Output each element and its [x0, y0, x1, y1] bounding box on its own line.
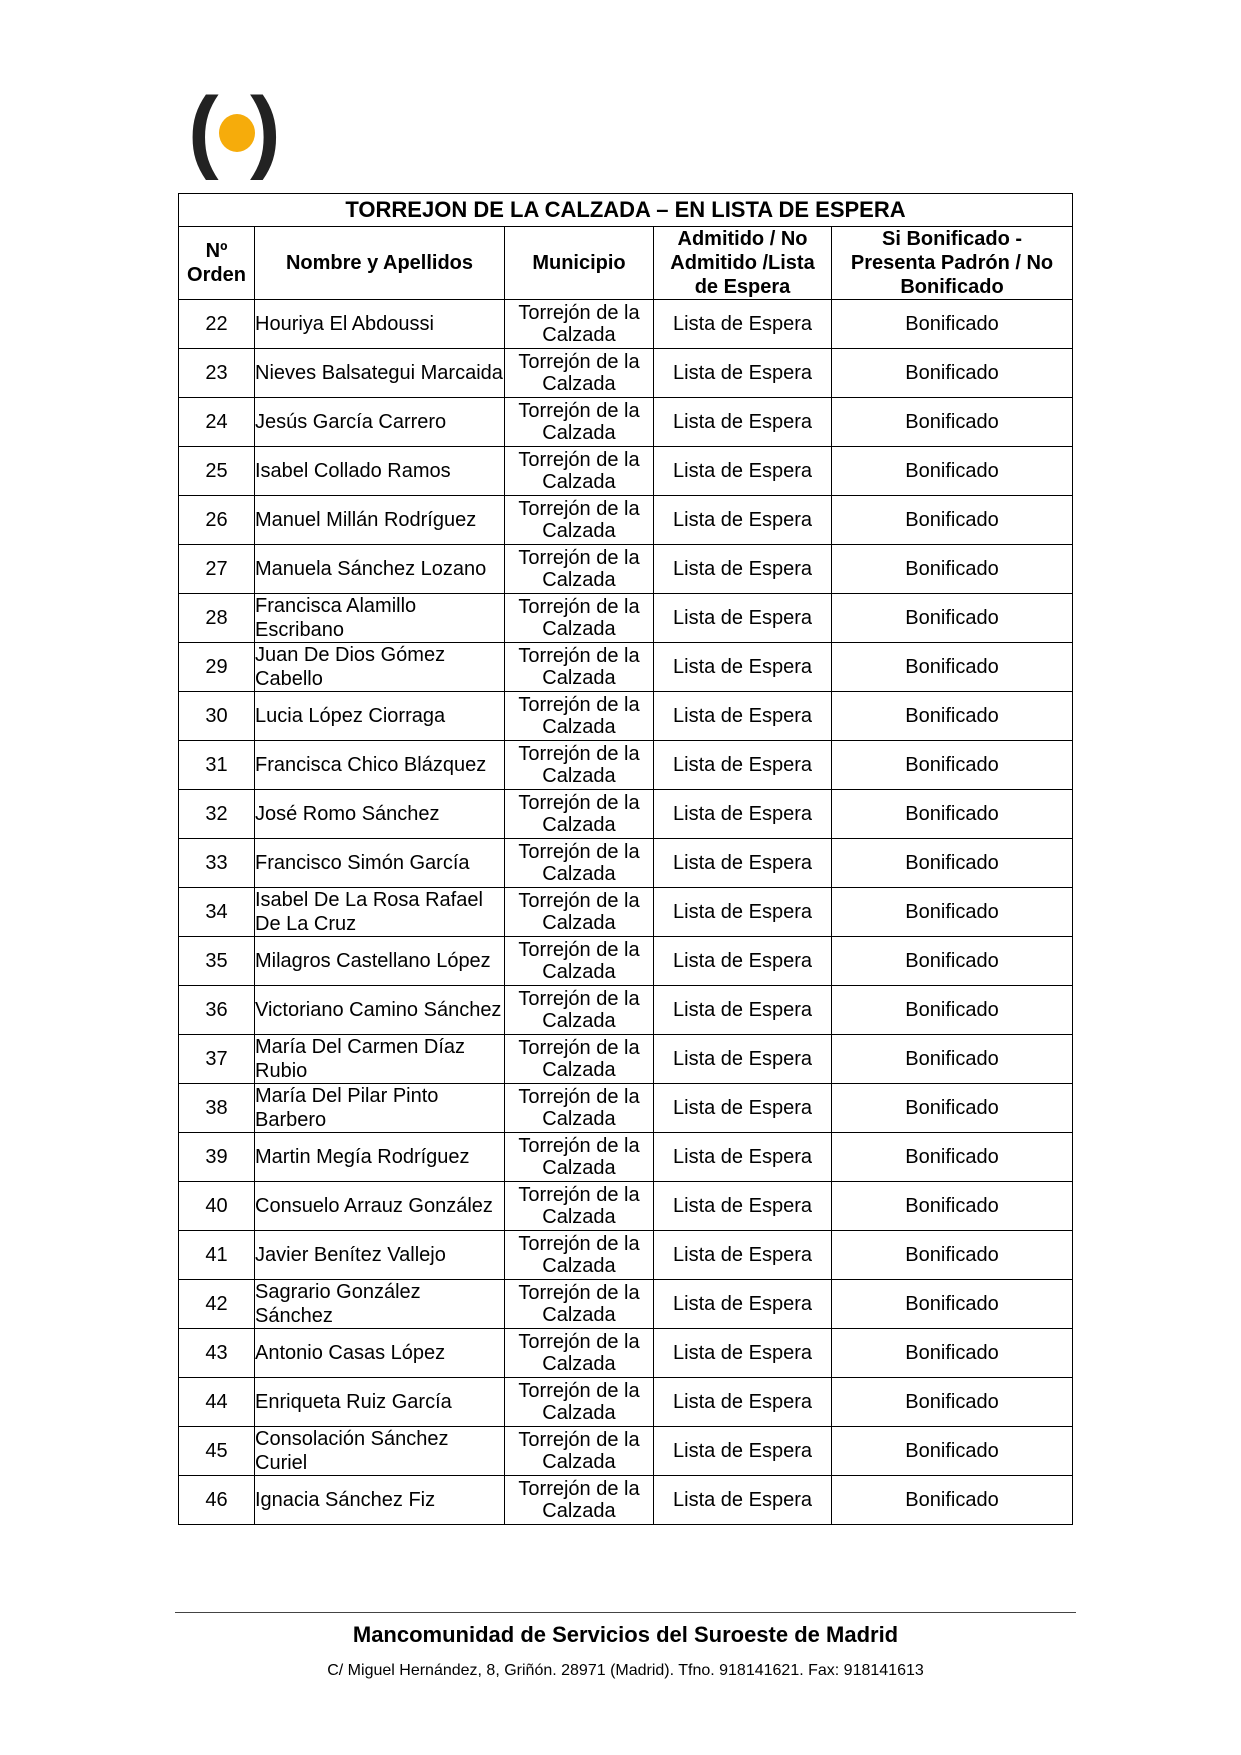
row-number: 38: [179, 1084, 255, 1133]
row-number: 23: [179, 349, 255, 398]
row-municipio: Torrejón de la Calzada: [505, 1084, 654, 1133]
table-row: [179, 1280, 1073, 1329]
row-municipio: Torrejón de la Calzada: [505, 594, 654, 643]
row-bonificado: Bonificado: [832, 1133, 1073, 1182]
table-row: [179, 545, 1073, 594]
row-name: Consuelo Arrauz González: [255, 1182, 505, 1231]
row-name: Manuela Sánchez Lozano: [255, 545, 505, 594]
row-bonificado: Bonificado: [832, 643, 1073, 692]
row-bonificado: Bonificado: [832, 300, 1073, 349]
row-bonificado: Bonificado: [832, 447, 1073, 496]
table-row: [179, 1035, 1073, 1084]
row-municipio: Torrejón de la Calzada: [505, 888, 654, 937]
footer-title: Mancomunidad de Servicios del Suroeste de Madrid: [352, 1622, 899, 1647]
row-name: Ignacia Sánchez Fiz: [255, 1476, 505, 1525]
row-bonificado: Bonificado: [832, 349, 1073, 398]
row-name: Francisca Chico Blázquez: [255, 741, 505, 790]
row-status: Lista de Espera: [654, 447, 832, 496]
table-row: [179, 300, 1073, 349]
table-row: [179, 1476, 1073, 1525]
row-number: 33: [179, 839, 255, 888]
row-status: Lista de Espera: [654, 986, 832, 1035]
row-municipio: Torrejón de la Calzada: [505, 1280, 654, 1329]
row-status: Lista de Espera: [654, 1231, 832, 1280]
row-municipio: Torrejón de la Calzada: [505, 692, 654, 741]
row-bonificado: Bonificado: [832, 1378, 1073, 1427]
table-row: [179, 1329, 1073, 1378]
row-municipio: Torrejón de la Calzada: [505, 1427, 654, 1476]
row-bonificado: Bonificado: [832, 790, 1073, 839]
row-municipio: Torrejón de la Calzada: [505, 1231, 654, 1280]
table-row: [179, 1378, 1073, 1427]
row-municipio: Torrejón de la Calzada: [505, 545, 654, 594]
footer-divider: [175, 1612, 1076, 1613]
row-name: Enriqueta Ruiz García: [255, 1378, 505, 1427]
row-municipio: Torrejón de la Calzada: [505, 496, 654, 545]
row-name: María Del Pilar Pinto Barbero: [255, 1084, 505, 1133]
row-name: Jesús García Carrero: [255, 398, 505, 447]
row-municipio: Torrejón de la Calzada: [505, 643, 654, 692]
row-municipio: Torrejón de la Calzada: [505, 1329, 654, 1378]
radio-waves-dot-logo: [188, 79, 282, 182]
table-row: [179, 496, 1073, 545]
row-name: Isabel Collado Ramos: [255, 447, 505, 496]
row-number: 44: [179, 1378, 255, 1427]
row-status: Lista de Espera: [654, 741, 832, 790]
row-bonificado: Bonificado: [832, 888, 1073, 937]
row-municipio: Torrejón de la Calzada: [505, 1035, 654, 1084]
row-name: María Del Carmen Díaz Rubio: [255, 1035, 505, 1084]
row-bonificado: Bonificado: [832, 692, 1073, 741]
header-nombre: Nombre y Apellidos: [255, 227, 505, 300]
row-status: Lista de Espera: [654, 1133, 832, 1182]
row-municipio: Torrejón de la Calzada: [505, 349, 654, 398]
row-name: Martin Megía Rodríguez: [255, 1133, 505, 1182]
row-number: 40: [179, 1182, 255, 1231]
logo-right-paren: ): [250, 79, 281, 181]
row-bonificado: Bonificado: [832, 594, 1073, 643]
header-municipio: Municipio: [505, 227, 654, 300]
row-name: Manuel Millán Rodríguez: [255, 496, 505, 545]
table-row: [179, 692, 1073, 741]
row-number: 34: [179, 888, 255, 937]
row-bonificado: Bonificado: [832, 496, 1073, 545]
logo-left-paren: (: [188, 79, 219, 181]
row-municipio: Torrejón de la Calzada: [505, 986, 654, 1035]
table-row: [179, 447, 1073, 496]
row-number: 36: [179, 986, 255, 1035]
row-bonificado: Bonificado: [832, 1084, 1073, 1133]
row-number: 39: [179, 1133, 255, 1182]
row-number: 22: [179, 300, 255, 349]
row-municipio: Torrejón de la Calzada: [505, 300, 654, 349]
row-municipio: Torrejón de la Calzada: [505, 447, 654, 496]
row-name: Houriya El Abdoussi: [255, 300, 505, 349]
footer-address: C/ Miguel Hernández, 8, Griñón. 28971 (Madrid). Tfno. 918141621. Fax: 918141613: [327, 1662, 924, 1679]
row-name: Francisca Alamillo Escribano: [255, 594, 505, 643]
row-name: Sagrario González Sánchez: [255, 1280, 505, 1329]
row-status: Lista de Espera: [654, 1378, 832, 1427]
row-status: Lista de Espera: [654, 1084, 832, 1133]
row-status: Lista de Espera: [654, 594, 832, 643]
row-status: Lista de Espera: [654, 1476, 832, 1525]
row-name: Javier Benítez Vallejo: [255, 1231, 505, 1280]
table-row: [179, 986, 1073, 1035]
row-name: Isabel De La Rosa Rafael De La Cruz: [255, 888, 505, 937]
row-status: Lista de Espera: [654, 692, 832, 741]
row-bonificado: Bonificado: [832, 1280, 1073, 1329]
row-number: 25: [179, 447, 255, 496]
row-status: Lista de Espera: [654, 888, 832, 937]
table-row: [179, 1084, 1073, 1133]
table-row: [179, 1231, 1073, 1280]
row-bonificado: Bonificado: [832, 986, 1073, 1035]
row-number: 46: [179, 1476, 255, 1525]
row-status: Lista de Espera: [654, 398, 832, 447]
row-number: 43: [179, 1329, 255, 1378]
row-number: 26: [179, 496, 255, 545]
row-number: 35: [179, 937, 255, 986]
table-row: [179, 1133, 1073, 1182]
row-number: 29: [179, 643, 255, 692]
row-bonificado: Bonificado: [832, 545, 1073, 594]
row-municipio: Torrejón de la Calzada: [505, 790, 654, 839]
row-number: 45: [179, 1427, 255, 1476]
row-status: Lista de Espera: [654, 643, 832, 692]
row-bonificado: Bonificado: [832, 1231, 1073, 1280]
row-number: 31: [179, 741, 255, 790]
header-orden: Nº Orden: [179, 227, 255, 300]
table-title: TORREJON DE LA CALZADA – EN LISTA DE ESPERA: [179, 194, 1073, 227]
row-name: Lucia López Ciorraga: [255, 692, 505, 741]
header-bonificado: Si Bonificado - Presenta Padrón / No Bonificado: [832, 227, 1073, 300]
row-name: Nieves Balsategui Marcaida: [255, 349, 505, 398]
row-status: Lista de Espera: [654, 1280, 832, 1329]
row-number: 24: [179, 398, 255, 447]
row-status: Lista de Espera: [654, 349, 832, 398]
row-municipio: Torrejón de la Calzada: [505, 1476, 654, 1525]
row-name: Consolación Sánchez Curiel: [255, 1427, 505, 1476]
row-status: Lista de Espera: [654, 1035, 832, 1084]
row-name: José Romo Sánchez: [255, 790, 505, 839]
row-bonificado: Bonificado: [832, 937, 1073, 986]
row-status: Lista de Espera: [654, 937, 832, 986]
table-row: [179, 594, 1073, 643]
row-number: 28: [179, 594, 255, 643]
row-name: Milagros Castellano López: [255, 937, 505, 986]
row-number: 30: [179, 692, 255, 741]
table-row: [179, 1427, 1073, 1476]
row-name: Antonio Casas López: [255, 1329, 505, 1378]
table-row: [179, 349, 1073, 398]
table-row: [179, 888, 1073, 937]
row-bonificado: Bonificado: [832, 741, 1073, 790]
row-status: Lista de Espera: [654, 790, 832, 839]
row-municipio: Torrejón de la Calzada: [505, 839, 654, 888]
row-name: Francisco Simón García: [255, 839, 505, 888]
row-bonificado: Bonificado: [832, 839, 1073, 888]
row-status: Lista de Espera: [654, 1182, 832, 1231]
row-status: Lista de Espera: [654, 545, 832, 594]
row-bonificado: Bonificado: [832, 1035, 1073, 1084]
row-number: 32: [179, 790, 255, 839]
row-municipio: Torrejón de la Calzada: [505, 1182, 654, 1231]
row-municipio: Torrejón de la Calzada: [505, 398, 654, 447]
row-bonificado: Bonificado: [832, 1182, 1073, 1231]
row-name: Victoriano Camino Sánchez: [255, 986, 505, 1035]
row-name: Juan De Dios Gómez Cabello: [255, 643, 505, 692]
row-status: Lista de Espera: [654, 496, 832, 545]
table-row: [179, 839, 1073, 888]
table-row: [179, 790, 1073, 839]
row-number: 27: [179, 545, 255, 594]
table-row: [179, 643, 1073, 692]
row-status: Lista de Espera: [654, 839, 832, 888]
waiting-list-table: [178, 193, 1073, 1525]
row-bonificado: Bonificado: [832, 1329, 1073, 1378]
header-admitido: Admitido / No Admitido /Lista de Espera: [654, 227, 832, 300]
row-status: Lista de Espera: [654, 1427, 832, 1476]
table-row: [179, 398, 1073, 447]
row-status: Lista de Espera: [654, 1329, 832, 1378]
row-municipio: Torrejón de la Calzada: [505, 741, 654, 790]
row-number: 42: [179, 1280, 255, 1329]
row-municipio: Torrejón de la Calzada: [505, 1378, 654, 1427]
row-bonificado: Bonificado: [832, 398, 1073, 447]
row-number: 37: [179, 1035, 255, 1084]
row-number: 41: [179, 1231, 255, 1280]
table-row: [179, 937, 1073, 986]
row-municipio: Torrejón de la Calzada: [505, 1133, 654, 1182]
row-bonificado: Bonificado: [832, 1476, 1073, 1525]
row-municipio: Torrejón de la Calzada: [505, 937, 654, 986]
row-bonificado: Bonificado: [832, 1427, 1073, 1476]
table-row: [179, 1182, 1073, 1231]
row-status: Lista de Espera: [654, 300, 832, 349]
table-row: [179, 741, 1073, 790]
